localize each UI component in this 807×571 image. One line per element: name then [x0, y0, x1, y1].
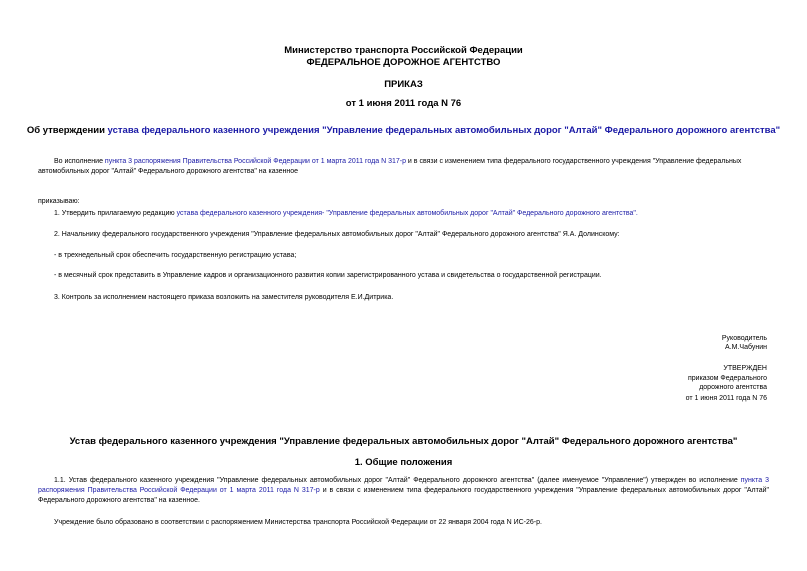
intro-link[interactable]: пункта 3 распоряжения Правительства Российской Федерации от 1 марта 2011 года N 317-р [104, 158, 406, 165]
approved-line-1: УТВЕРЖДЕН [723, 365, 767, 372]
order-item-2: 2. Начальнику федерального государственного учреждения "Управление федеральных автомобильных дорог "Алтай" Федерального дорожного агентства" Я.А. Долинскому: [54, 231, 620, 238]
signature-position: Руководитель [721, 335, 767, 342]
order-item-2a: - в трехнедельный срок обеспечить государственную регистрацию устава; [54, 252, 297, 259]
prikazyvayu-text: приказываю: [38, 198, 80, 205]
order-item-3: 3. Контроль за исполнением настоящего приказа возложить на заместителя руководителя Е.И.Дитрика. [54, 294, 394, 301]
agency-heading: ФЕДЕРАЛЬНОЕ ДОРОЖНОЕ АГЕНТСТВО [306, 57, 501, 68]
order-item-2b: - в месячный срок представить в Управление кадров и организационного развития копии зарегистрированного устава и свидетельства о государственной регистрации. [54, 272, 602, 279]
signature-name: А.М.Чабунин [725, 344, 767, 351]
order-date-number: от 1 июня 2011 года N 76 [345, 98, 462, 109]
order-item-1-suffix[interactable]: - "Управление федеральных автомобильных дорог "Алтай" Федерального дорожного агентства". [322, 210, 638, 217]
order-item-1-prefix: 1. Утвердить прилагаемую редакцию [54, 210, 177, 217]
section-1-heading: 1. Общие положения [354, 457, 453, 468]
p11-link[interactable]: пункта 3 распоряжения Правительства Российской Федерации от 1 марта 2011 года N 317-р [38, 477, 769, 494]
intro-suffix: и в связи с изменением типа федерального государственного учреждения "Управление федеральных автомобильных дорог "Алтай" Федерального дорожного агентства" на казенное [38, 158, 742, 175]
order-title-prefix: Об утверждении [26, 125, 108, 136]
intro-paragraph [38, 157, 770, 177]
ministry-heading: Министерство транспорта Российской Федерации [284, 45, 523, 56]
order-item-1-link[interactable]: устава федерального казенного учреждения [176, 210, 323, 217]
order-title-link[interactable]: устава федерального казенного учреждения "Управление федеральных автомобильных дорог "Алтай" Федерального дорожного агентства" [107, 125, 781, 136]
approved-line-2: приказом Федерального [687, 375, 767, 382]
charter-title: Устав федерального казенного учреждения "Управление федеральных автомобильных дорог "Алтай" Федерального дорожного агентства" [69, 436, 738, 447]
order-item-1 [54, 209, 638, 219]
doc-type-heading: ПРИКАЗ [384, 79, 423, 90]
approved-line-4: от 1 июня 2011 года N 76 [685, 395, 767, 402]
approved-line-3: дорожного агентства [699, 384, 767, 391]
order-title [0, 125, 807, 137]
intro-prefix: Во исполнение [54, 158, 105, 165]
charter-paragraph-1-1 [38, 476, 769, 506]
p11-prefix: 1.1. Устав федерального казенного учреждения "Управление федеральных автомобильных дорог "Алтай" Федерального дорожного агентства" (далее именуемое "Управление") утвержден во исполнение [54, 477, 741, 484]
charter-paragraph-1-2: Учреждение было образовано в соответствии с распоряжением Министерства транспорта Российской Федерации от 22 января 2004 года N ИС-26-р. [54, 519, 542, 526]
p11-suffix: и в связи с изменением типа федерального государственного учреждения "Управление федеральных автомобильных дорог "Алтай" Федерального дорожного агентства" на казенное. [38, 487, 769, 504]
